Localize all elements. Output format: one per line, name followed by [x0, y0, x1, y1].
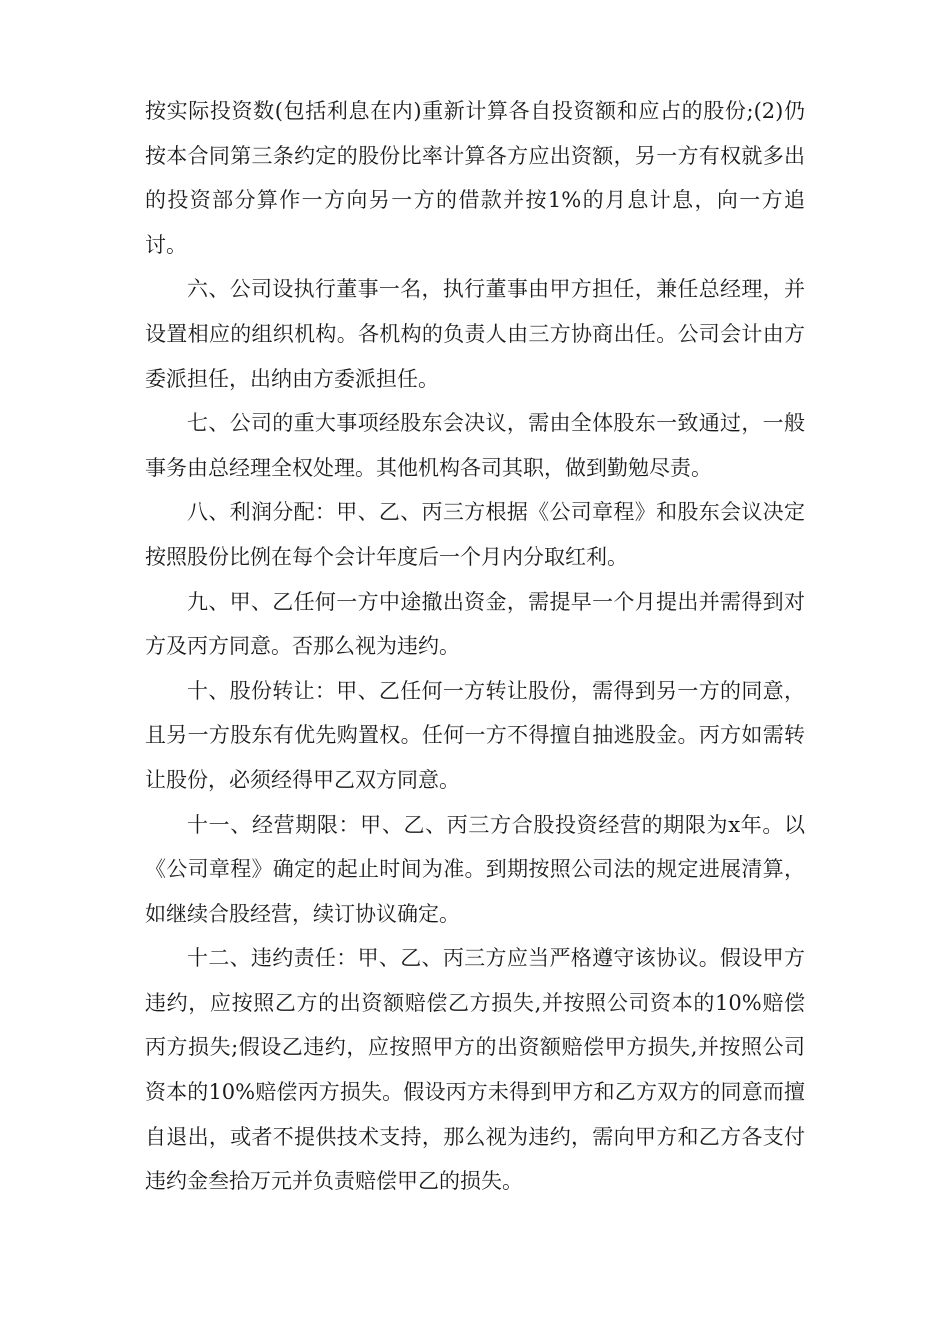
- paragraph-clause-9-withdrawal: 九、甲、乙任何一方中途撤出资金，需提早一个月提出并需得到对方及丙方同意。否那么视为违约。: [145, 589, 805, 659]
- document-page: [145, 89, 805, 1204]
- paragraph-clause-10-share-transfer: 十、股份转让：甲、乙任何一方转让股份，需得到另一方的同意，且另一方股东有优先购置权。任何一方不得擅自抽逃股金。丙方如需转让股份，必须经得甲乙双方同意。: [145, 678, 805, 792]
- paragraph-clause-6-executive-director: 六、公司设执行董事一名，执行董事由甲方担任，兼任总经理，并设置相应的组织机构。各机构的负责人由三方协商出任。公司会计由方委派担任，出纳由方委派担任。: [145, 277, 805, 391]
- paragraph-clause-7-major-matters: 七、公司的重大事项经股东会决议，需由全体股东一致通过，一般事务由总经理全权处理。其他机构各司其职，做到勤勉尽责。: [145, 411, 805, 480]
- paragraph-clause-12-liability: 十二、违约责任：甲、乙、丙三方应当严格遵守该协议。假设甲方违约，应按照乙方的出资额赔偿乙方损失,并按照公司资本的10%赔偿丙方损失;假设乙违约，应按照甲方的出资额赔偿甲方损失,并按照公司资本的10%赔偿丙方损失。假设丙方未得到甲方和乙方双方的同意而擅自退出，或者不提供技术支持，那么视为违约，需向甲方和乙方各支付违约金叁拾万元并负责赔偿甲乙的损失。: [145, 946, 805, 1194]
- paragraph-clause-8-profit-distribution: 八、利润分配：甲、乙、丙三方根据《公司章程》和股东会议决定按照股份比例在每个会计年度后一个月内分取红利。: [145, 500, 805, 569]
- paragraph-investment-continuation: 按实际投资数(包括利息在内)重新计算各自投资额和应占的股份;(2)仍按本合同第三条约定的股份比率计算各方应出资额，另一方有权就多出的投资部分算作一方向另一方的借款并按1%的月息计息，向一方追讨。: [145, 99, 805, 257]
- paragraph-clause-11-operating-term: 十一、经营期限：甲、乙、丙三方合股投资经营的期限为x年。以《公司章程》确定的起止时间为准。到期按照公司法的规定进展清算，如继续合股经营，续订协议确定。: [145, 812, 805, 926]
